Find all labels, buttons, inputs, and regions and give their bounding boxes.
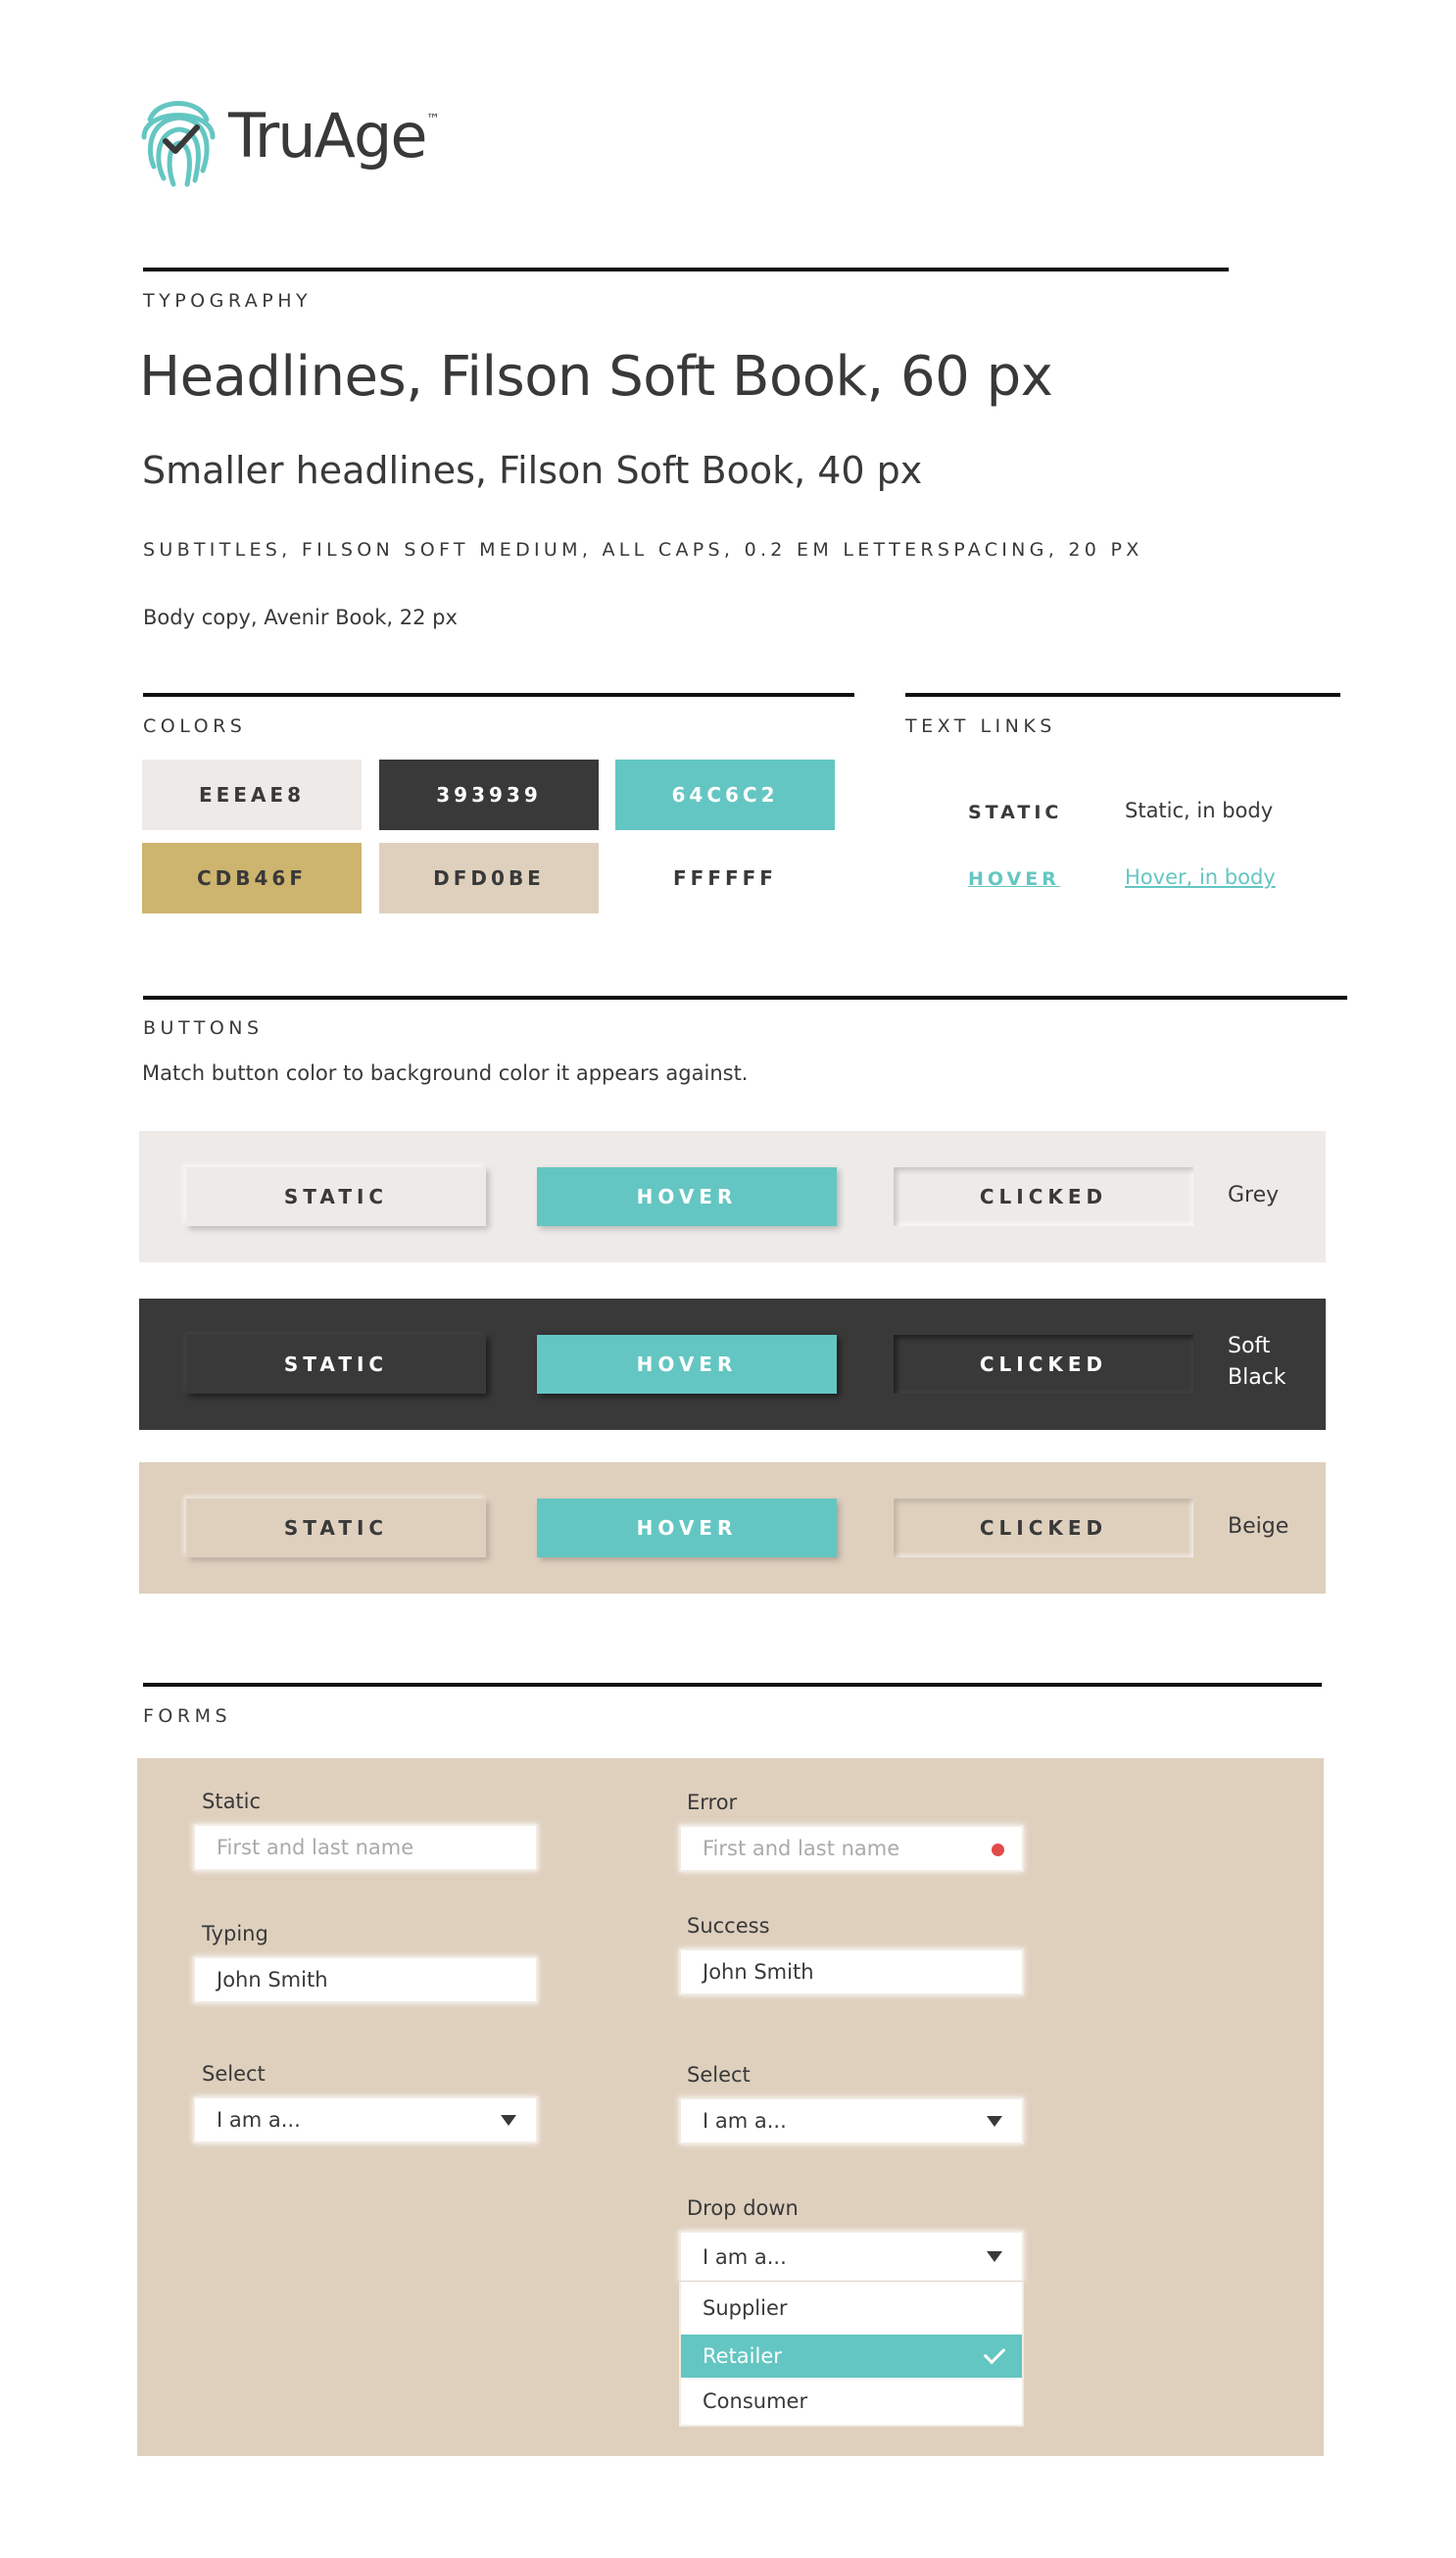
static-name-placeholder: First and last name: [217, 1836, 414, 1859]
typography-label: TYPOGRAPHY: [143, 290, 313, 312]
swatch-dfd0be: [379, 843, 599, 913]
swatch-cdb46f: [142, 843, 362, 913]
dropdown-option-consumer[interactable]: [681, 2378, 1022, 2425]
beige-hover-button[interactable]: HOVER: [537, 1499, 837, 1557]
static-field-label: Static: [202, 1790, 262, 1813]
button-panel-soft-black: [139, 1299, 1326, 1430]
buttons-label: BUTTONS: [143, 1017, 264, 1039]
select-role-right[interactable]: [679, 2097, 1024, 2144]
dropdown-option-label: Supplier: [703, 2296, 788, 2320]
headline-60-sample: Headlines, Filson Soft Book, 60 px: [139, 345, 1053, 409]
typing-name-value: John Smith: [217, 1968, 328, 1992]
grey-hover-button[interactable]: HOVER: [537, 1167, 837, 1226]
fingerprint-check-icon: [140, 90, 217, 188]
panel-label-grey: Grey: [1228, 1183, 1280, 1207]
button-panel-beige: [139, 1462, 1326, 1594]
logo-trademark: ™: [426, 112, 440, 127]
swatch-code: DFD0BE: [433, 866, 545, 890]
typing-name-input[interactable]: [193, 1956, 538, 2003]
swatch-code: 64C6C2: [671, 783, 779, 807]
black-hover-button[interactable]: HOVER: [537, 1335, 837, 1394]
text-links-label: TEXT LINKS: [905, 715, 1056, 737]
swatch-code: FFFFFF: [673, 866, 777, 890]
text-links-rule: [905, 693, 1340, 697]
dropdown-field-label: Drop down: [687, 2196, 799, 2220]
select-role-left-value: I am a...: [217, 2108, 301, 2132]
swatch-393939: [379, 760, 599, 830]
headline-40-sample: Smaller headlines, Filson Soft Book, 40 px: [142, 449, 923, 492]
select-role-right-value: I am a...: [703, 2109, 787, 2133]
link-static-body[interactable]: Static, in body: [1125, 799, 1274, 822]
black-clicked-button[interactable]: CLICKED: [894, 1335, 1193, 1394]
success-name-input[interactable]: [679, 1948, 1024, 1995]
select-field-label: Select: [202, 2062, 266, 2086]
dropdown-select[interactable]: [679, 2231, 1024, 2282]
dropdown-option-label: Retailer: [703, 2344, 782, 2368]
logo-wordmark: TruAge: [228, 100, 426, 172]
static-name-input[interactable]: [193, 1824, 538, 1871]
black-static-button[interactable]: STATIC: [186, 1335, 486, 1394]
swatch-code: EEEAE8: [198, 783, 306, 807]
error-indicator-icon: [992, 1844, 1004, 1856]
dropdown-option-supplier[interactable]: [681, 2282, 1022, 2335]
link-hover-label: HOVER: [968, 868, 1060, 890]
check-icon: [984, 2342, 1006, 2365]
caret-down-icon: [987, 2116, 1002, 2127]
success-field-label: Success: [687, 1914, 770, 1938]
dropdown-option-label: Consumer: [703, 2389, 808, 2413]
dropdown-select-value: I am a...: [703, 2244, 787, 2269]
success-name-value: John Smith: [703, 1960, 814, 1984]
caret-down-icon: [501, 2115, 516, 2126]
swatch-code: 393939: [436, 783, 542, 807]
caret-down-icon: [987, 2251, 1002, 2262]
select-role-left[interactable]: [193, 2096, 538, 2143]
subtitle-sample: SUBTITLES, FILSON SOFT MEDIUM, ALL CAPS, 0.2 EM LETTERSPACING, 20 PX: [143, 539, 1143, 561]
colors-label: COLORS: [143, 715, 247, 737]
typography-rule: [143, 268, 1229, 271]
link-hover-body[interactable]: Hover, in body: [1125, 865, 1276, 889]
grey-clicked-button[interactable]: CLICKED: [894, 1167, 1193, 1226]
panel-label-beige: Beige: [1228, 1514, 1289, 1539]
button-panel-grey: [139, 1131, 1326, 1262]
beige-clicked-button[interactable]: CLICKED: [894, 1499, 1193, 1557]
body-copy-sample: Body copy, Avenir Book, 22 px: [143, 606, 458, 629]
colors-rule: [143, 693, 854, 697]
beige-static-button[interactable]: STATIC: [186, 1499, 486, 1557]
select2-field-label: Select: [687, 2063, 751, 2087]
grey-static-button[interactable]: STATIC: [186, 1167, 486, 1226]
dropdown-option-retailer[interactable]: [681, 2335, 1022, 2378]
swatch-code: CDB46F: [196, 866, 308, 890]
typing-field-label: Typing: [202, 1922, 268, 1945]
forms-rule: [143, 1683, 1322, 1687]
swatch-64c6c2: [615, 760, 835, 830]
buttons-description: Match button color to background color it appears against.: [142, 1061, 749, 1085]
dropdown-options-list: [679, 2282, 1024, 2427]
forms-label: FORMS: [143, 1705, 232, 1727]
buttons-rule: [143, 996, 1347, 1000]
link-static-label: STATIC: [968, 802, 1063, 823]
swatch-eeeae8: [142, 760, 362, 830]
error-field-label: Error: [687, 1791, 738, 1814]
swatch-ffffff: [615, 843, 835, 913]
error-name-input[interactable]: [679, 1825, 1024, 1872]
panel-label-soft-black: Soft Black: [1228, 1334, 1286, 1390]
truage-logo: [140, 90, 463, 188]
error-name-placeholder: First and last name: [703, 1837, 900, 1860]
